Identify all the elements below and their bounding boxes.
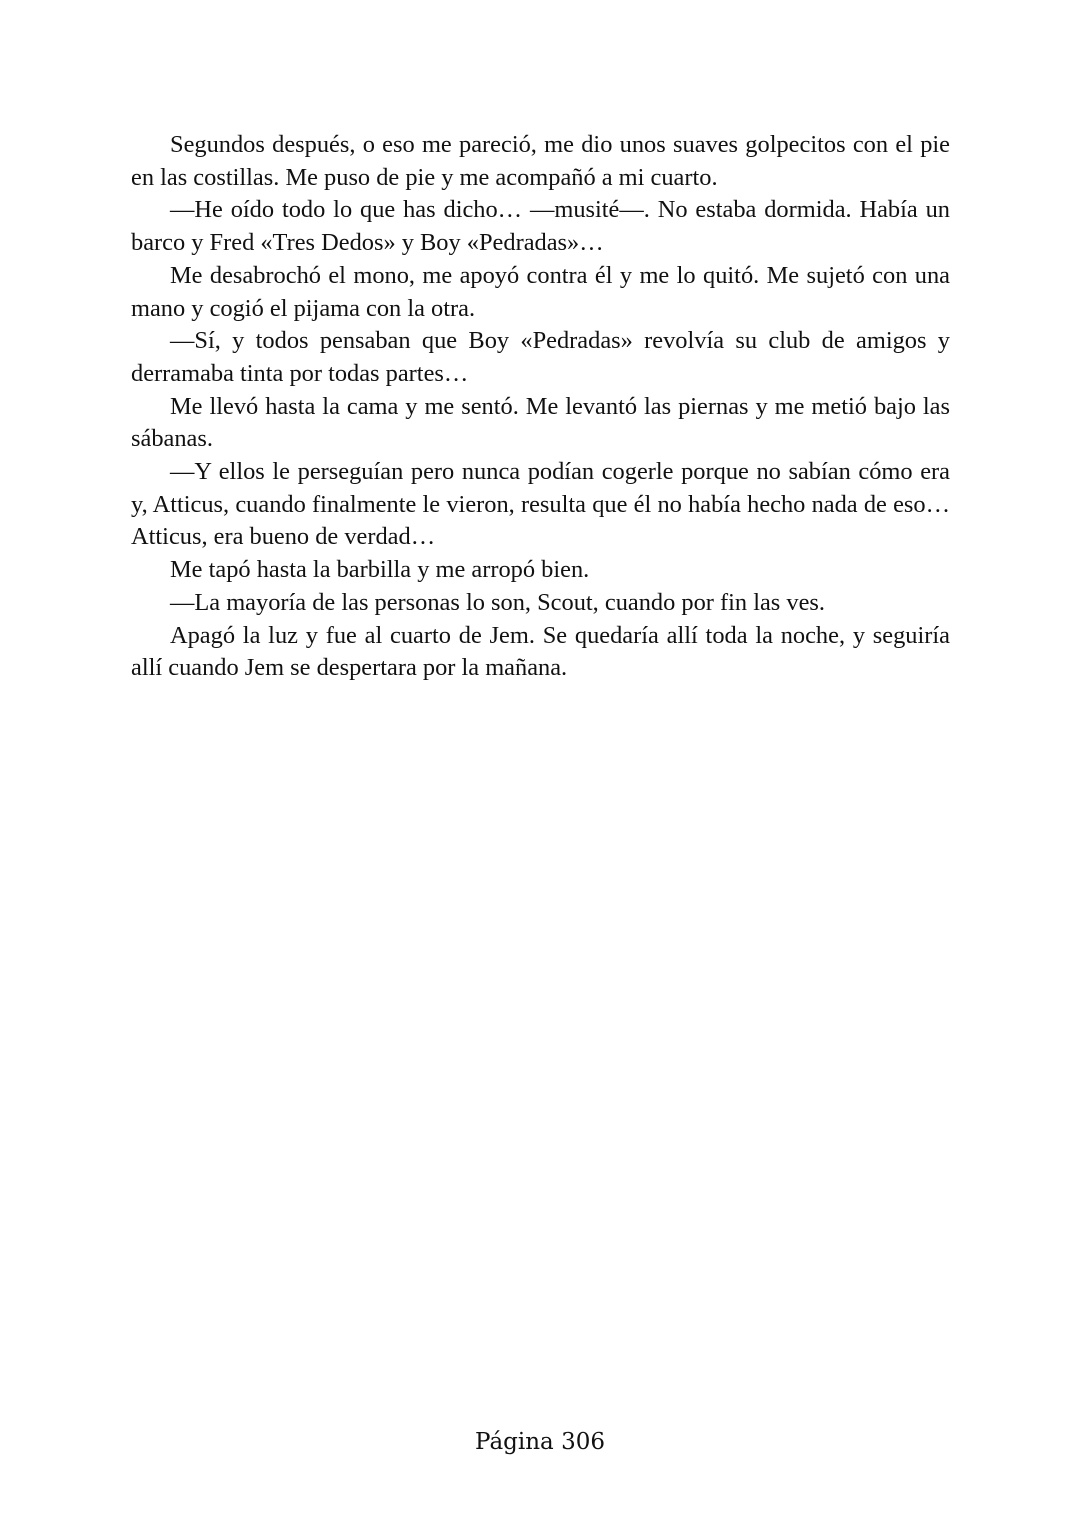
- body-text: [131, 129, 950, 685]
- paragraph: —Y ellos le perseguían pero nunca podían cogerle porque no sabían cómo era y, Atticus, cuando finalmente le vieron, resulta que él no había hecho nada de eso… Atticus, era bueno de verdad…: [131, 458, 950, 551]
- paragraph: Me llevó hasta la cama y me sentó. Me levantó las piernas y me metió bajo las sábanas.: [131, 392, 950, 453]
- paragraph: Apagó la luz y fue al cuarto de Jem. Se quedaría allí toda la noche, y seguiría allí cuando Jem se despertara por la mañana.: [131, 621, 950, 682]
- paragraph: Me desabrochó el mono, me apoyó contra él y me lo quitó. Me sujetó con una mano y cogió el pijama con la otra.: [131, 261, 950, 322]
- paragraph: —He oído todo lo que has dicho… —musité—. No estaba dormida. Había un barco y Fred «Tres Dedos» y Boy «Pedradas»…: [131, 196, 950, 257]
- paragraph: —Sí, y todos pensaban que Boy «Pedradas» revolvía su club de amigos y derramaba tinta por todas partes…: [131, 327, 950, 387]
- paragraph: Segundos después, o eso me pareció, me dio unos suaves golpecitos con el pie en las costillas. Me puso de pie y me acompañó a mi cuarto.: [131, 131, 950, 191]
- page-number: Página 306: [475, 1429, 605, 1455]
- paragraph: —La mayoría de las personas lo son, Scout, cuando por fin las ves.: [170, 588, 826, 616]
- paragraph: Me tapó hasta la barbilla y me arropó bien.: [170, 556, 590, 584]
